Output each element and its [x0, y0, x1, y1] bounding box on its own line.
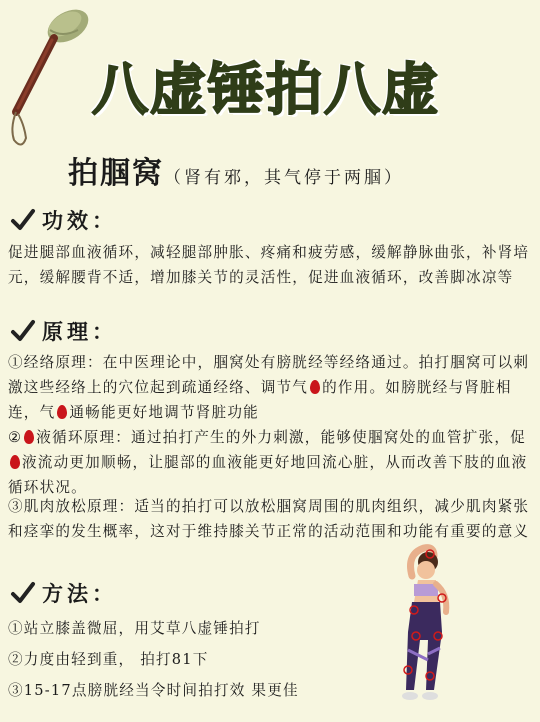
- check-icon: [10, 318, 36, 344]
- principle-p1b: 的作用。如膀胱经与肾脏相连，气: [8, 379, 512, 421]
- stretching-woman-illustration: [368, 540, 468, 722]
- method-item-2: ②力度由轻到重， 拍打81下: [8, 651, 209, 668]
- principle-p1a: ①经络原理：在中医理论中，腘窝处有膀胱经等经络通过。拍打腘窝可以刺激这些经络上的穴位起到疏通经络、调节气: [8, 354, 530, 396]
- check-icon: [10, 207, 36, 233]
- effect-text: 促进腿部血液循环，减轻腿部肿胀、疼痛和疲劳感，缓解静脉曲张，补肾培元，缓解腰背不适，增加膝关节的灵活性，促进血液循环，改善脚冰凉等: [8, 244, 530, 286]
- page-title: 八虚锤拍八虚: [92, 58, 440, 123]
- principle-p2b: 液循环原理：通过拍打产生的外力刺激，能够使腘窝处的血管扩张，促: [36, 429, 526, 446]
- blood-drop-icon: [57, 405, 67, 419]
- blood-drop-icon: [24, 430, 34, 444]
- method-item-3: ③15-17点膀胱经当令时间拍打效 果更佳: [8, 682, 299, 699]
- method-item-1: ①站立膝盖微屈，用艾草八虚锤拍打: [8, 620, 261, 637]
- subtitle: [68, 148, 404, 192]
- effect-heading: [10, 205, 117, 235]
- principle-p1-p2: [8, 350, 534, 500]
- blood-drop-icon: [310, 380, 320, 394]
- principle-p1c: 通畅能更好地调节肾脏功能: [69, 404, 259, 421]
- method-heading: [10, 578, 117, 608]
- principle-heading-text: 原理：: [42, 319, 117, 344]
- principle-p3: ③肌肉放松原理：适当的拍打可以放松腘窝周围的肌肉组织，减少肌肉紧张和痉挛的发生概率，这对于维持膝关节正常的活动范围和功能有重要的意义: [8, 498, 530, 540]
- principle-p2a: ②: [8, 429, 23, 446]
- principle-p2c: 液流动更加顺畅，让腿部的血液能更好地回流心脏，从而改善下肢的血液循环状况。: [8, 454, 528, 496]
- method-heading-text: 方法：: [42, 581, 117, 606]
- blood-drop-icon: [10, 455, 20, 469]
- subtitle-note: （肾有邪，其气停于两腘）: [164, 168, 404, 188]
- effect-heading-text: 功效：: [42, 208, 117, 233]
- subtitle-main: 拍腘窝: [68, 156, 164, 191]
- check-icon: [10, 580, 36, 606]
- principle-heading: [10, 316, 117, 346]
